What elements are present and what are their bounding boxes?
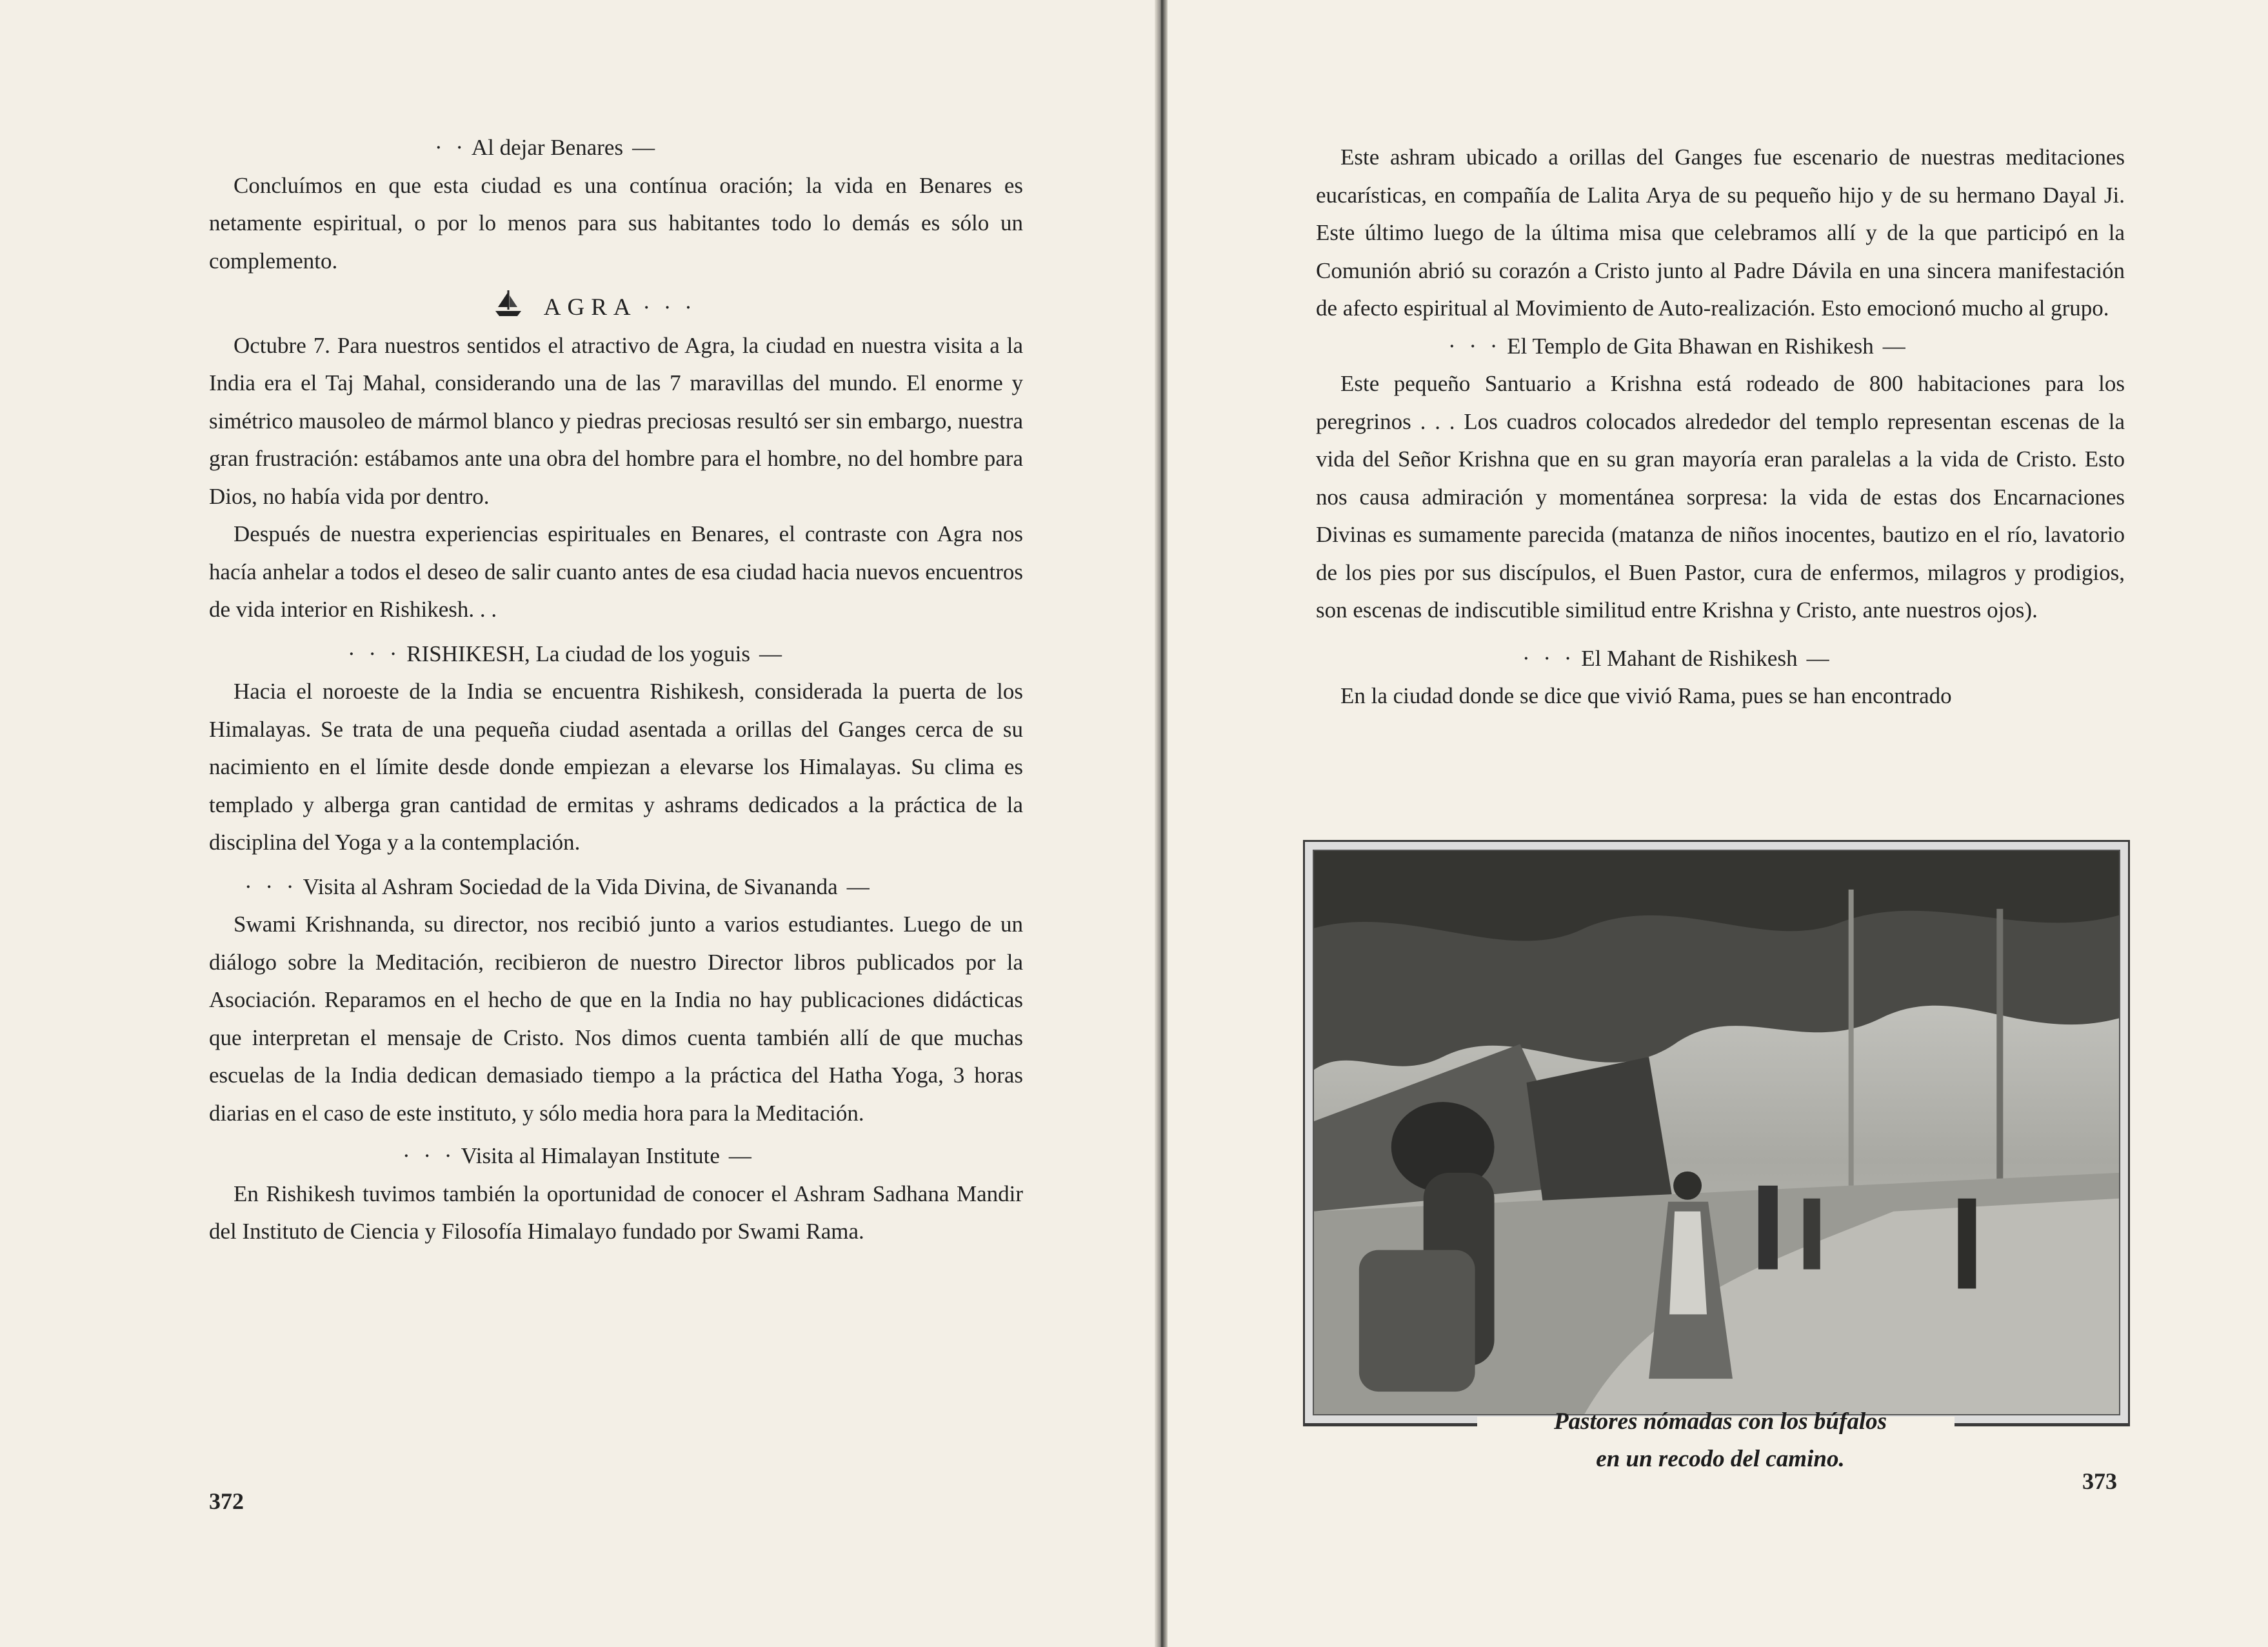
section-heading <box>244 862 1023 906</box>
caption-line-1: Pastores nómadas con los búfalos <box>1553 1408 1887 1435</box>
section-heading <box>403 1132 1023 1175</box>
heading-text: RISHIKESH, La ciudad de los yoguis <box>406 641 750 666</box>
paragraph: Hacia el noroeste de la India se encuentra Rishikesh, considerada la puerta de los Himalayas. Se trata de una pequeña ciudad asentada a orillas del Ganges cerca de su nacimiento en el límite desde donde empiezan a elevarse los Himalayas. Su clima es templado y alberga gran cantidad de ermitas y ashrams dedicados a la práctica de la disciplina del Yoga y a la contemplación. <box>209 679 1023 855</box>
paragraph: Este pequeño Santuario a Krishna está rodeado de 800 habitaciones para los peregrinos . . . Los cuadros colocados alrededor del templo representan escenas de la vida del Señor Krishna que en su gran mayoría eran paralelas a la vida de Cristo. Esto nos causa admiración y momentánea sorpresa: la vida de estas dos Encarnaciones Divinas es sumamente parecida (matanza de niños inocentes, bautizo en el río, lavatorio de los pies por sus discípulos, el Buen Pastor, cura de enfermos, milagros y prodigios, son escenas de indiscutible similitud entre Krishna y Cristo, ante nuestros ojos). <box>1316 371 2125 623</box>
agra-title: AGRA <box>543 294 637 321</box>
heading-dash: — <box>759 641 782 666</box>
heading-dash: — <box>1806 645 1829 671</box>
heading-dash: — <box>632 135 655 160</box>
caption-line-2: en un recodo del camino. <box>1596 1446 1845 1472</box>
section-heading-agra <box>493 280 1023 327</box>
left-page-text <box>209 129 1023 1251</box>
page-number-left: 372 <box>209 1488 244 1514</box>
heading-text: El Templo de Gita Bhawan en Rishikesh <box>1507 333 1874 359</box>
photo-caption <box>1316 1403 2125 1478</box>
page-number-right: 373 <box>2082 1468 2117 1494</box>
paragraph: En Rishikesh tuvimos también la oportunidad de conocer el Ashram Sadhana Mandir del Instituto de Ciencia y Filosofía Himalayo fundado por Swami Rama. <box>209 1181 1023 1244</box>
heading-dash: — <box>728 1143 751 1168</box>
heading-dash: — <box>1882 333 1905 359</box>
heading-dots: · · · <box>348 641 401 666</box>
sailboat-icon <box>493 288 524 319</box>
right-page-text <box>1316 139 2125 715</box>
heading-text: Visita al Ashram Sociedad de la Vida Divina, de Sivananda <box>303 873 838 899</box>
section-heading <box>1448 328 2125 366</box>
paragraph: En la ciudad donde se dice que vivió Rama, pues se han encontrado <box>1340 683 1952 708</box>
heading-text: Al dejar Benares <box>471 135 624 160</box>
heading-text: Visita al Himalayan Institute <box>461 1143 720 1168</box>
photo-frame <box>1303 840 2130 1425</box>
photo <box>1313 850 2120 1415</box>
heading-dots: · · · <box>642 295 696 320</box>
paragraph: Concluímos en que esta ciudad es una contínua oración; la vida en Benares es netamente espiritual, o por lo menos para sus habitantes todo lo demás es sólo un complemento. <box>209 172 1023 274</box>
paragraph: Octubre 7. Para nuestros sentidos el atractivo de Agra, la ciudad en nuestra visita a la India era el Taj Mahal, considerando una de las 7 maravillas del mundo. El enorme y simétrico mausoleo de mármol blanco y piedras preciosas resultó ser sin embargo, nuestra gran frustración: estábamos ante una obra del hombre para el hombre, no del hombre para Dios, no había vida por dentro. <box>209 332 1023 509</box>
section-heading <box>435 129 1023 167</box>
heading-dots: · · <box>435 135 468 160</box>
section-heading <box>348 629 1023 674</box>
heading-dash: — <box>846 873 870 899</box>
paragraph: Después de nuestra experiencias espirituales en Benares, el contraste con Agra nos hacía anhelar a todos el deseo de salir cuanto antes de esa ciudad hacia nuevos encuentros de vida interior en Rishikesh. . . <box>209 521 1023 622</box>
section-heading <box>1522 630 2125 678</box>
paragraph: Este ashram ubicado a orillas del Ganges fue escenario de nuestras meditaciones eucarísticas, en compañía de Lalita Arya de su pequeño hijo y de su hermano Dayal Ji. Este último luego de la última misa que celebramos allí y de la que participó en la Comunión abrió su corazón a Cristo junto al Padre Dávila en una sincera manifestación de afecto espiritual al Movimiento de Auto-realización. Esto emocionó mucho al grupo. <box>1316 145 2125 321</box>
heading-text: El Mahant de Rishikesh <box>1581 645 1798 671</box>
heading-dots: · · · <box>1448 333 1502 359</box>
heading-dots: · · · <box>244 873 298 899</box>
photo-image <box>1314 851 2119 1414</box>
paragraph: Swami Krishnanda, su director, nos recibió junto a varios estudiantes. Luego de un diálogo sobre la Meditación, recibieron de nuestro Director libros publicados por la Asociación. Reparamos en el hecho de que en la India no hay publicaciones didácticas que interpretan el mensaje de Cristo. Nos dimos cuenta también allí de que muchas escuelas de la India dedican demasiado tiempo a la práctica del Hatha Yoga, 3 horas diarias en el caso de este instituto, y sólo media hora para la Meditación. <box>209 912 1023 1126</box>
book-gutter <box>1155 0 1168 1647</box>
heading-dots: · · · <box>1522 645 1576 671</box>
heading-dots: · · · <box>403 1143 456 1168</box>
